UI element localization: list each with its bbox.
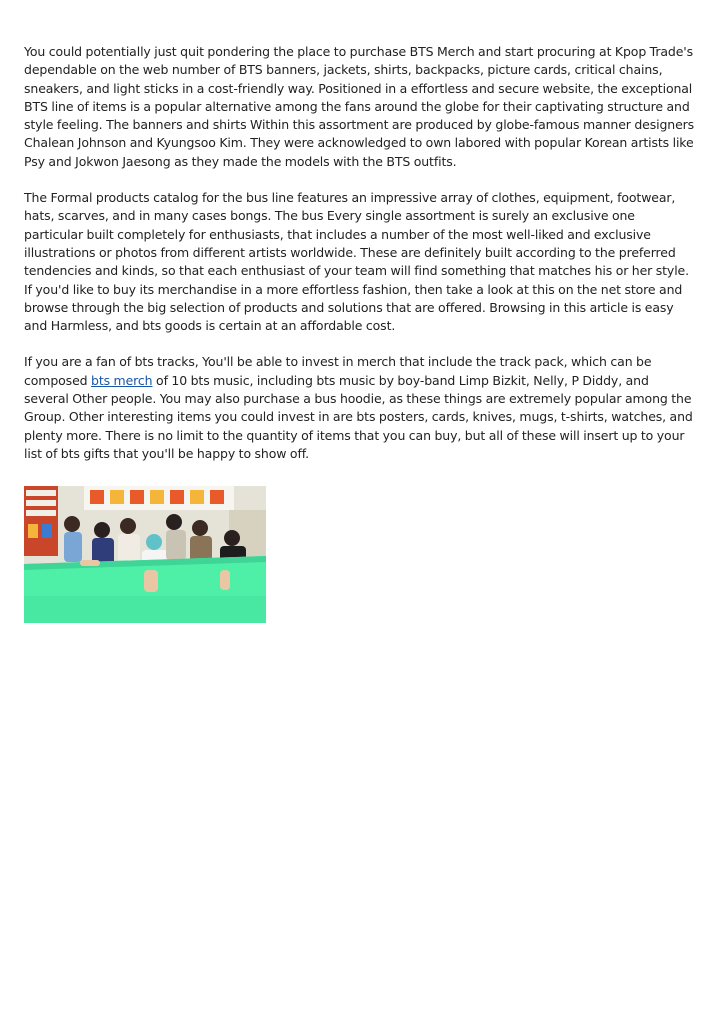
paragraph-3-text-after: of 10 bts music, including bts music by boy-band Limp Bizkit, Nelly, P Diddy, and several Other people. You may also purchase a bus hoodie, as these things are extremely popular among the Group. Other interesting items you could invest in are bts posters, cards, knives, mugs, t-shirts, watches, and plenty more. There is no limit to the quantity of items that you can buy, but all of these will insert up to your list of bts gifts that you'll be happy to show off.: [24, 372, 693, 461]
bts-merch-link[interactable]: bts merch: [91, 372, 153, 388]
paragraph-2: The Formal products catalog for the bus line features an impressive array of clothes, equipment, footwear, hats, scarves, and in many cases bongs. The bus Every single assortment is surely an exclusive one particular built completely for enthusiasts, that includes a number of the most well-liked and exclusive illustrations or photos from different artists worldwide. These are definitely built according to the preferred tendencies and kinds, so that each enthusiast of your team will find something that matches his or her style. If you'd like to buy its merchandise in a more effortless fashion, then take a look at this on the net store and browse through the big selection of products and solutions that are offered. Browsing in this article is easy and Harmless, and bts goods is certain at an affordable cost.: [24, 190, 689, 334]
paragraph-3-text-before: If you are a fan of bts tracks, You'll be able to invest in merch that include the track pack, which can be composed: [24, 354, 652, 388]
group-photo-image: [24, 486, 266, 623]
paragraph-1: You could potentially just quit pondering the place to purchase BTS Merch and start procuring at Kpop Trade's dependable on the web number of BTS banners, jackets, shirts, backpacks, picture cards, critical chains, sneakers, and light sticks in a cost-friendly way. Positioned in a effortless and secure website, the exceptional BTS line of items is a popular alternative among the fans around the globe for their captivating structure and style feeling. The banners and shirts Within this assortment are produced by globe-famous manner designers Chalean Johnson and Kyungsoo Kim. They were acknowledged to own labored with popular Korean artists like Psy and Jokwon Jaesong as they made the models with the BTS outfits.: [24, 44, 695, 169]
paragraph-3: [24, 353, 696, 463]
group-photo: [24, 486, 266, 623]
article-body: [24, 43, 696, 481]
